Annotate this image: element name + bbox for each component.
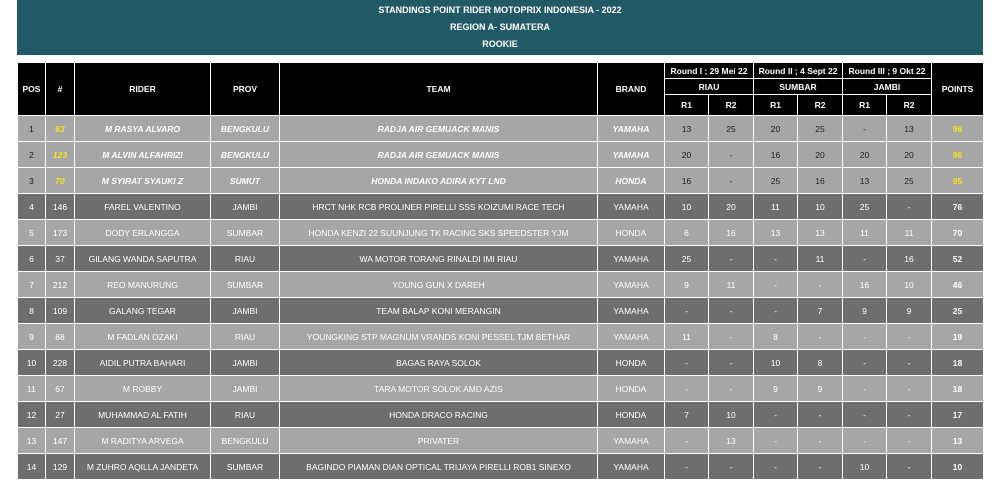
round-2-r2: R2: [798, 95, 843, 116]
race-score-cell: -: [665, 298, 709, 324]
race-score-cell: -: [754, 246, 798, 272]
pos-cell: 8: [18, 298, 46, 324]
race-score-cell: 8: [798, 350, 843, 376]
province-cell: BENGKULU: [211, 142, 280, 168]
rider-number-cell: 173: [46, 220, 75, 246]
race-score-cell: 9: [798, 376, 843, 402]
race-score-cell: 25: [798, 116, 843, 142]
race-score-cell: 20: [798, 142, 843, 168]
rider-number-cell: 27: [46, 402, 75, 428]
race-score-cell: -: [665, 350, 709, 376]
team-cell: BAGAS RAYA SOLOK: [280, 350, 598, 376]
race-score-cell: -: [798, 402, 843, 428]
race-score-cell: 13: [798, 220, 843, 246]
race-score-cell: 20: [754, 116, 798, 142]
race-score-cell: 7: [665, 402, 709, 428]
race-score-cell: 11: [887, 220, 932, 246]
pos-cell: 1: [18, 116, 46, 142]
rider-number-cell: 228: [46, 350, 75, 376]
brand-cell: YAMAHA: [598, 246, 665, 272]
table-row: [18, 376, 984, 402]
race-score-cell: -: [665, 376, 709, 402]
total-points-cell: 18: [932, 350, 984, 376]
race-score-cell: 11: [709, 272, 754, 298]
total-points-cell: 25: [932, 298, 984, 324]
rider-number-cell: 37: [46, 246, 75, 272]
rider-name-cell: M RADITYA ARVEGA: [75, 428, 211, 454]
team-cell: TARA MOTOR SOLOK AMD AZIS: [280, 376, 598, 402]
team-cell: TEAM BALAP KONI MERANGIN: [280, 298, 598, 324]
pos-cell: 13: [18, 428, 46, 454]
race-score-cell: 9: [843, 298, 887, 324]
round-2-label: Round II ; 4 Sept 22: [754, 63, 843, 79]
pos-cell: 5: [18, 220, 46, 246]
race-score-cell: 13: [709, 428, 754, 454]
rider-number-cell: 67: [46, 376, 75, 402]
race-score-cell: 13: [887, 116, 932, 142]
pos-cell: 3: [18, 168, 46, 194]
rider-name-cell: M FADLAN OZAKI: [75, 324, 211, 350]
total-points-cell: 95: [932, 168, 984, 194]
race-score-cell: -: [843, 246, 887, 272]
team-cell: PRIVATER: [280, 428, 598, 454]
table-row: [18, 324, 984, 350]
race-score-cell: 16: [843, 272, 887, 298]
rider-name-cell: M ALVIN ALFAHRIZI: [75, 142, 211, 168]
race-score-cell: -: [887, 194, 932, 220]
race-score-cell: 11: [665, 324, 709, 350]
class-title: ROOKIE: [482, 39, 518, 49]
race-score-cell: -: [843, 402, 887, 428]
round-3-region: JAMBI: [843, 79, 932, 95]
race-score-cell: -: [709, 168, 754, 194]
rider-number-cell: 88: [46, 324, 75, 350]
race-score-cell: -: [843, 376, 887, 402]
province-cell: JAMBI: [211, 376, 280, 402]
team-cell: HONDA INDAKO ADIRA KYT LND: [280, 168, 598, 194]
rider-name-cell: MUHAMMAD AL FATIH: [75, 402, 211, 428]
rider-name-cell: FAREL VALENTINO: [75, 194, 211, 220]
race-score-cell: 8: [754, 324, 798, 350]
region-title: REGION A- SUMATERA: [450, 22, 550, 32]
race-score-cell: -: [665, 428, 709, 454]
round-1-region: RIAU: [665, 79, 754, 95]
race-score-cell: 13: [665, 116, 709, 142]
team-cell: RADJA AIR GEMUACK MANIS: [280, 116, 598, 142]
team-cell: HONDA KENZI 22 SUUNJUNG TK RACING SKS SPEEDSTER YJM: [280, 220, 598, 246]
table-row: [18, 454, 984, 480]
race-score-cell: -: [709, 142, 754, 168]
col-brand: BRAND: [598, 63, 665, 116]
rider-name-cell: GALANG TEGAR: [75, 298, 211, 324]
race-score-cell: -: [798, 324, 843, 350]
brand-cell: YAMAHA: [598, 324, 665, 350]
race-score-cell: -: [798, 272, 843, 298]
race-score-cell: 13: [843, 168, 887, 194]
brand-cell: YAMAHA: [598, 298, 665, 324]
col-prov: PROV: [211, 63, 280, 116]
rider-name-cell: AIDIL PUTRA BAHARI: [75, 350, 211, 376]
round-1-r1: R1: [665, 95, 709, 116]
standings-table: [17, 62, 984, 480]
brand-cell: HONDA: [598, 350, 665, 376]
total-points-cell: 76: [932, 194, 984, 220]
rider-number-cell: 109: [46, 298, 75, 324]
total-points-cell: 96: [932, 116, 984, 142]
col-team: TEAM: [280, 63, 598, 116]
race-score-cell: 9: [887, 298, 932, 324]
col-num: #: [46, 63, 75, 116]
race-score-cell: 20: [843, 142, 887, 168]
race-score-cell: -: [843, 350, 887, 376]
total-points-cell: 13: [932, 428, 984, 454]
brand-cell: HONDA: [598, 168, 665, 194]
pos-cell: 11: [18, 376, 46, 402]
race-score-cell: 10: [709, 402, 754, 428]
total-points-cell: 19: [932, 324, 984, 350]
province-cell: JAMBI: [211, 350, 280, 376]
race-score-cell: -: [843, 428, 887, 454]
race-score-cell: 25: [665, 246, 709, 272]
table-row: [18, 142, 984, 168]
race-score-cell: 11: [843, 220, 887, 246]
rider-number-cell: 123: [46, 142, 75, 168]
race-score-cell: -: [798, 428, 843, 454]
province-cell: SUMUT: [211, 168, 280, 194]
rider-number-cell: 146: [46, 194, 75, 220]
province-cell: RIAU: [211, 324, 280, 350]
brand-cell: YAMAHA: [598, 454, 665, 480]
team-cell: RADJA AIR GEMUACK MANIS: [280, 142, 598, 168]
rider-number-cell: 147: [46, 428, 75, 454]
race-score-cell: -: [754, 428, 798, 454]
brand-cell: YAMAHA: [598, 142, 665, 168]
race-score-cell: 16: [754, 142, 798, 168]
race-score-cell: 10: [887, 272, 932, 298]
round-1-label: Round I ; 29 Mei 22: [665, 63, 754, 79]
col-points: POINTS: [932, 63, 984, 116]
table-row: [18, 272, 984, 298]
round-1-r2: R2: [709, 95, 754, 116]
race-score-cell: 16: [709, 220, 754, 246]
race-score-cell: 20: [887, 142, 932, 168]
total-points-cell: 10: [932, 454, 984, 480]
round-3-r2: R2: [887, 95, 932, 116]
race-score-cell: 10: [843, 454, 887, 480]
race-score-cell: -: [754, 454, 798, 480]
team-cell: BAGINDO PIAMAN DIAN OPTICAL TRIJAYA PIRELLI ROB1 SINEXO: [280, 454, 598, 480]
brand-cell: HONDA: [598, 220, 665, 246]
rider-name-cell: GILANG WANDA SAPUTRA: [75, 246, 211, 272]
table-row: [18, 246, 984, 272]
total-points-cell: 17: [932, 402, 984, 428]
province-cell: RIAU: [211, 402, 280, 428]
race-score-cell: 20: [665, 142, 709, 168]
standings-body: [18, 116, 984, 480]
rider-name-cell: M RASYA ALVARO: [75, 116, 211, 142]
table-row: [18, 298, 984, 324]
race-score-cell: -: [709, 246, 754, 272]
table-row: [18, 168, 984, 194]
race-score-cell: -: [754, 402, 798, 428]
team-cell: HRCT NHK RCB PROLINER PIRELLI SSS KOIZUMI RACE TECH: [280, 194, 598, 220]
pos-cell: 12: [18, 402, 46, 428]
race-score-cell: -: [887, 454, 932, 480]
race-score-cell: 16: [798, 168, 843, 194]
race-score-cell: -: [754, 272, 798, 298]
rider-name-cell: REO MANURUNG: [75, 272, 211, 298]
race-score-cell: -: [843, 324, 887, 350]
race-score-cell: -: [887, 350, 932, 376]
pos-cell: 7: [18, 272, 46, 298]
total-points-cell: 46: [932, 272, 984, 298]
rider-number-cell: 70: [46, 168, 75, 194]
table-row: [18, 194, 984, 220]
race-score-cell: 11: [798, 246, 843, 272]
race-score-cell: 9: [754, 376, 798, 402]
race-score-cell: -: [887, 428, 932, 454]
brand-cell: HONDA: [598, 376, 665, 402]
race-score-cell: 13: [754, 220, 798, 246]
province-cell: BENGKULU: [211, 428, 280, 454]
pos-cell: 10: [18, 350, 46, 376]
rider-name-cell: M SYIRAT SYAUKI Z: [75, 168, 211, 194]
brand-cell: YAMAHA: [598, 194, 665, 220]
rider-number-cell: 63: [46, 116, 75, 142]
race-score-cell: -: [887, 402, 932, 428]
race-score-cell: 16: [665, 168, 709, 194]
race-score-cell: 6: [665, 220, 709, 246]
race-score-cell: 25: [887, 168, 932, 194]
province-cell: BENGKULU: [211, 116, 280, 142]
rider-number-cell: 129: [46, 454, 75, 480]
race-score-cell: 7: [798, 298, 843, 324]
race-score-cell: -: [709, 454, 754, 480]
race-score-cell: 25: [843, 194, 887, 220]
rider-name-cell: M ZUHRO AQILLA JANDETA: [75, 454, 211, 480]
race-score-cell: 10: [665, 194, 709, 220]
table-row: [18, 220, 984, 246]
table-row: [18, 402, 984, 428]
rider-name-cell: M ROBBY: [75, 376, 211, 402]
province-cell: JAMBI: [211, 194, 280, 220]
race-score-cell: -: [754, 298, 798, 324]
rider-name-cell: DODY ERLANGGA: [75, 220, 211, 246]
race-score-cell: -: [709, 298, 754, 324]
total-points-cell: 52: [932, 246, 984, 272]
race-score-cell: -: [709, 324, 754, 350]
brand-cell: YAMAHA: [598, 116, 665, 142]
race-score-cell: 9: [665, 272, 709, 298]
province-cell: SUMBAR: [211, 220, 280, 246]
province-cell: RIAU: [211, 246, 280, 272]
race-score-cell: 25: [754, 168, 798, 194]
round-2-region: SUMBAR: [754, 79, 843, 95]
team-cell: YOUNGKING STP MAGNUM VRANDS KONI PESSEL TJM BETHAR: [280, 324, 598, 350]
race-score-cell: -: [887, 324, 932, 350]
team-cell: HONDA DRACO RACING: [280, 402, 598, 428]
table-row: [18, 428, 984, 454]
race-score-cell: 10: [754, 350, 798, 376]
race-score-cell: 10: [798, 194, 843, 220]
pos-cell: 6: [18, 246, 46, 272]
race-score-cell: -: [798, 454, 843, 480]
team-cell: YOUNG GUN X DAREH: [280, 272, 598, 298]
brand-cell: YAMAHA: [598, 428, 665, 454]
rider-number-cell: 212: [46, 272, 75, 298]
standings-title: STANDINGS POINT RIDER MOTOPRIX INDONESIA - 2022: [378, 5, 622, 15]
col-rider: RIDER: [75, 63, 211, 116]
pos-cell: 14: [18, 454, 46, 480]
race-score-cell: -: [709, 376, 754, 402]
race-score-cell: 20: [709, 194, 754, 220]
standings-header: [17, 0, 983, 55]
total-points-cell: 96: [932, 142, 984, 168]
race-score-cell: -: [887, 376, 932, 402]
table-row: [18, 116, 984, 142]
brand-cell: HONDA: [598, 402, 665, 428]
total-points-cell: 18: [932, 376, 984, 402]
round-3-r1: R1: [843, 95, 887, 116]
province-cell: SUMBAR: [211, 272, 280, 298]
pos-cell: 9: [18, 324, 46, 350]
total-points-cell: 70: [932, 220, 984, 246]
race-score-cell: -: [709, 350, 754, 376]
race-score-cell: -: [665, 454, 709, 480]
race-score-cell: 11: [754, 194, 798, 220]
round-3-label: Round III ; 9 Okt 22: [843, 63, 932, 79]
pos-cell: 4: [18, 194, 46, 220]
pos-cell: 2: [18, 142, 46, 168]
round-2-r1: R1: [754, 95, 798, 116]
col-pos: POS: [18, 63, 46, 116]
race-score-cell: 25: [709, 116, 754, 142]
province-cell: JAMBI: [211, 298, 280, 324]
province-cell: SUMBAR: [211, 454, 280, 480]
team-cell: WA MOTOR TORANG RINALDI IMI RIAU: [280, 246, 598, 272]
table-row: [18, 350, 984, 376]
race-score-cell: 16: [887, 246, 932, 272]
brand-cell: YAMAHA: [598, 272, 665, 298]
race-score-cell: -: [843, 116, 887, 142]
